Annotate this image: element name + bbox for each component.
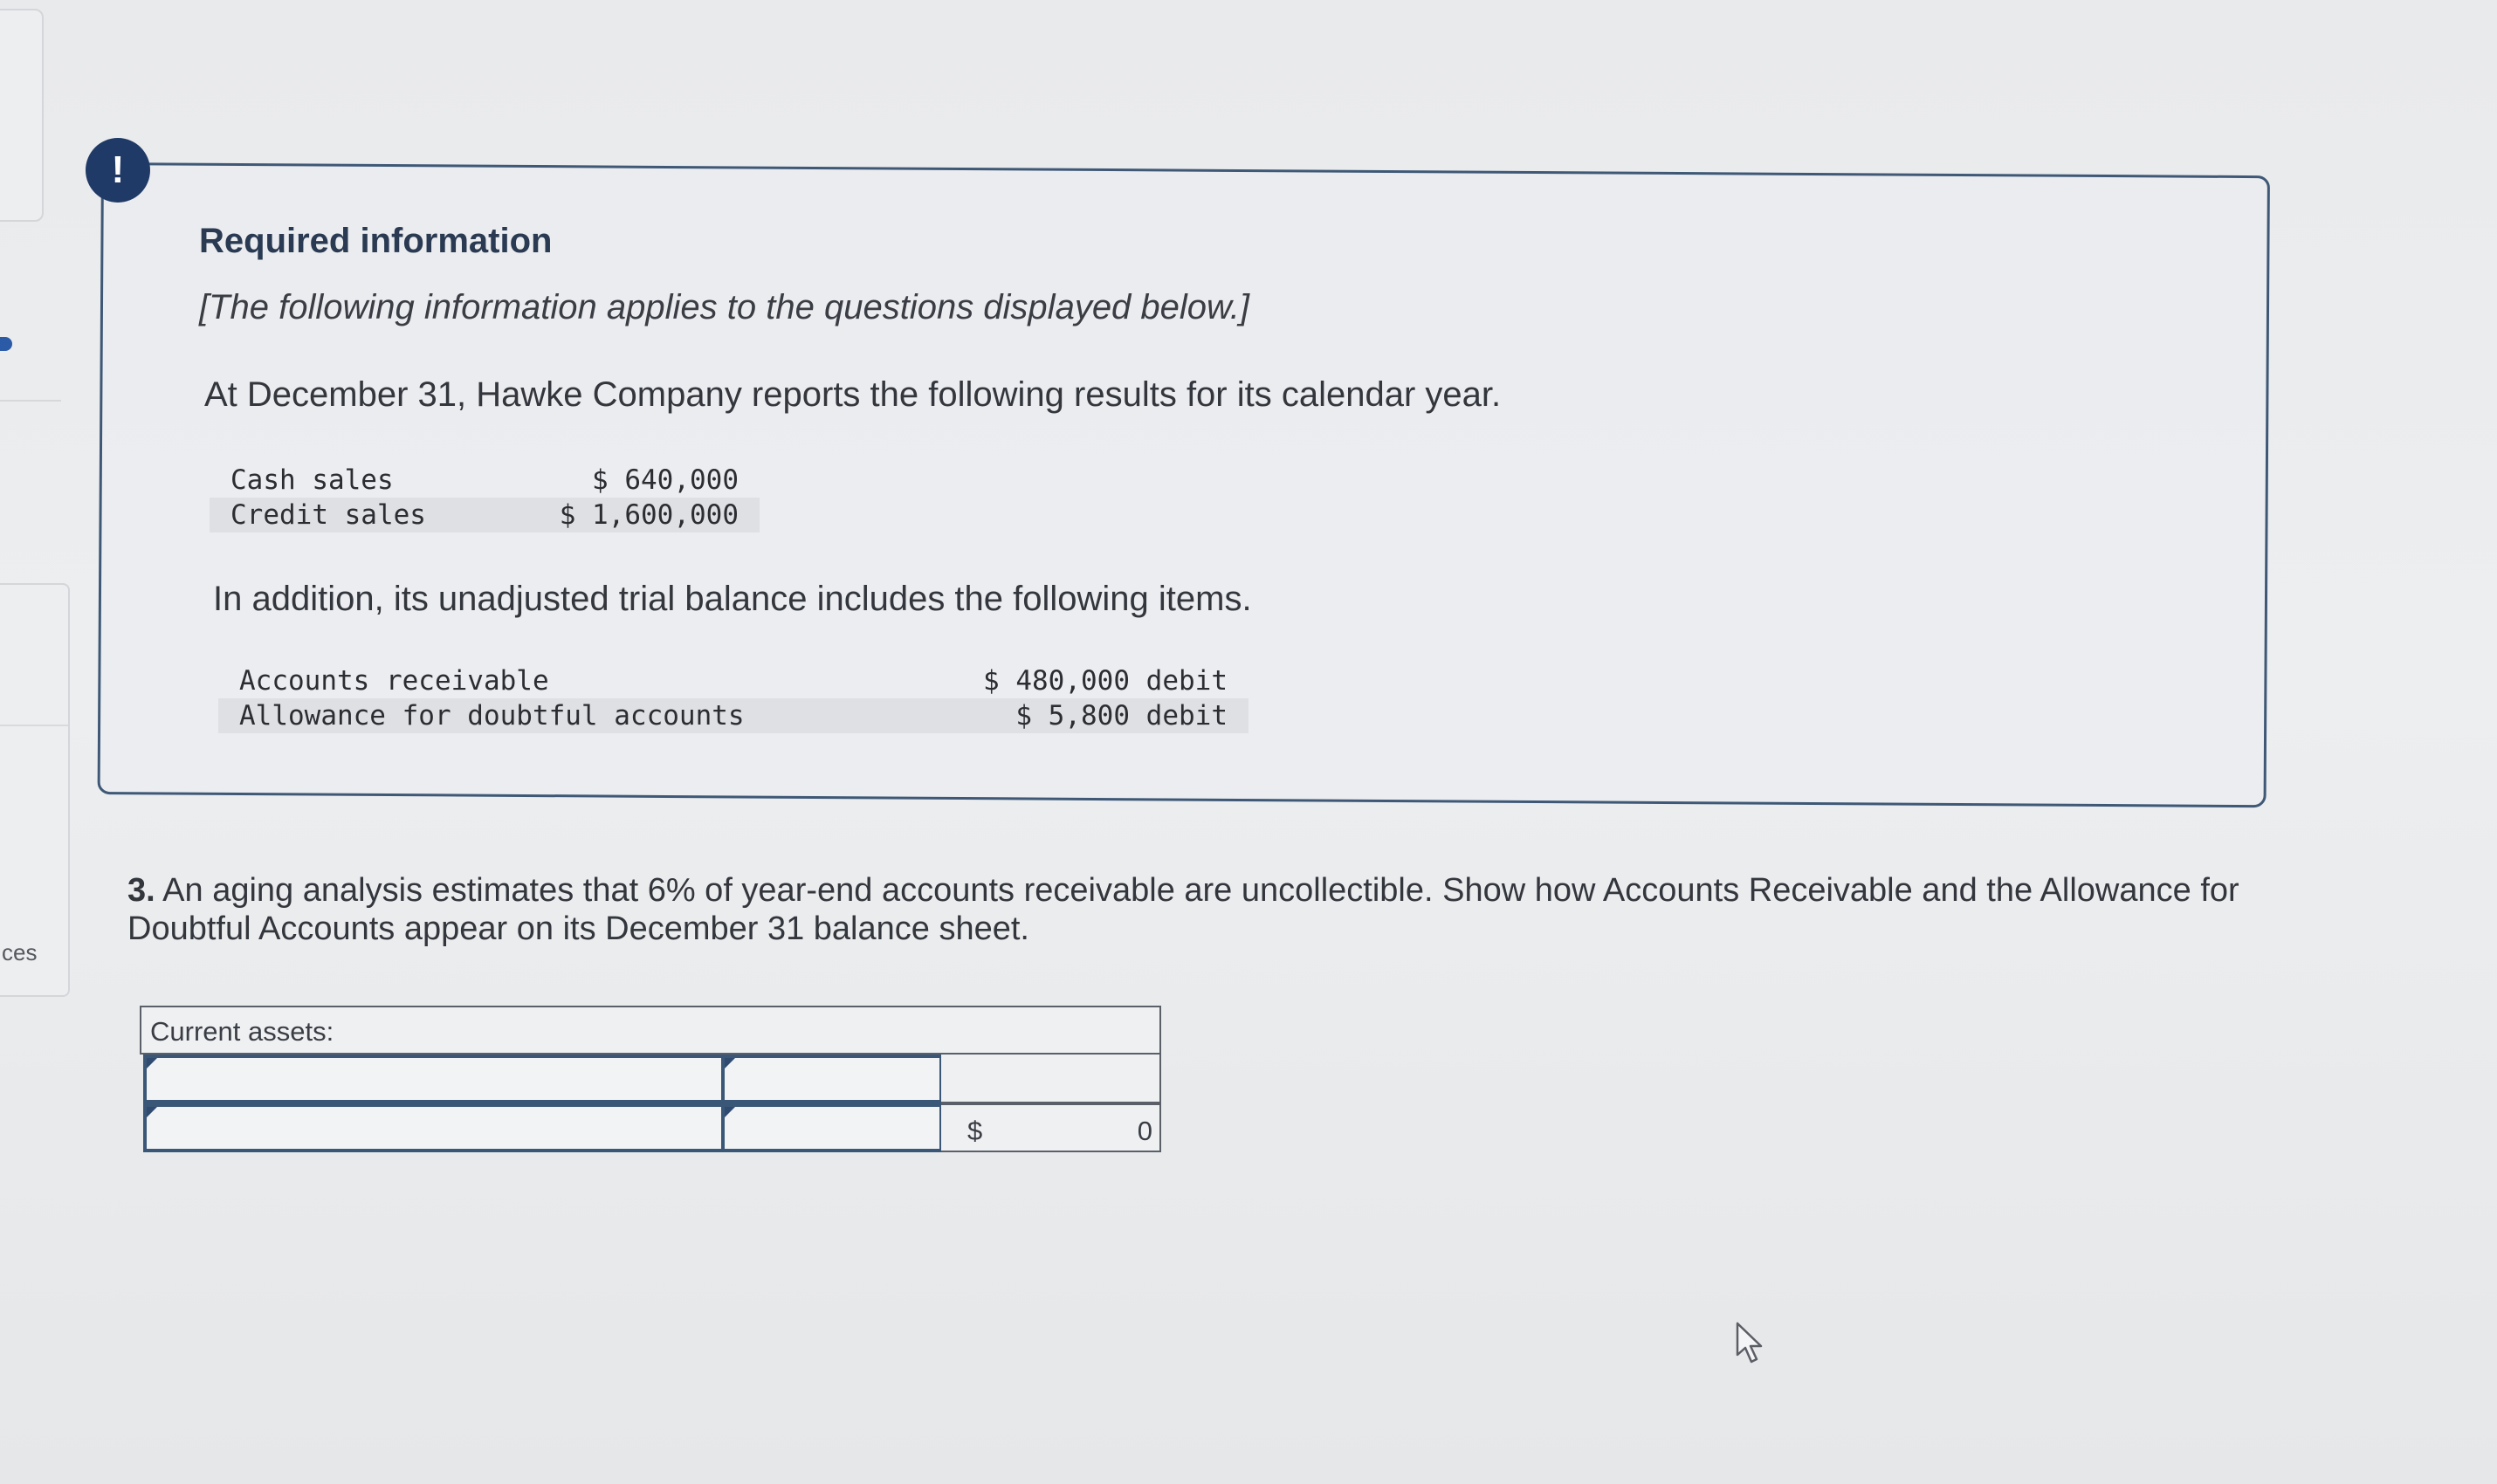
sales-value: $ 1,600,000 (559, 499, 739, 531)
sales-label: Credit sales (230, 499, 426, 531)
trial-row (218, 698, 1248, 733)
sales-label: Cash sales (230, 464, 394, 496)
amount-input[interactable] (721, 1103, 943, 1152)
exclamation-icon: ! (86, 138, 150, 203)
dropdown-marker-icon (147, 1058, 157, 1068)
required-info-subtitle: [The following information applies to the questions displayed below.] (199, 288, 1249, 326)
account-select[interactable] (143, 1055, 725, 1103)
sales-value: $ 640,000 (592, 464, 739, 496)
trial-row (218, 663, 1248, 698)
account-select[interactable] (143, 1103, 725, 1152)
answer-table (140, 1006, 1163, 1156)
dropdown-marker-icon (725, 1058, 735, 1068)
answer-row (140, 1055, 1161, 1103)
sales-row (210, 463, 760, 498)
dropdown-marker-icon (725, 1107, 735, 1117)
trial-value: $ 480,000 debit (983, 665, 1228, 697)
sidebar-label[interactable]: ces (2, 939, 38, 965)
sales-row (210, 498, 760, 532)
total-cell (941, 1055, 1161, 1103)
total-cell (941, 1103, 1161, 1152)
trial-value: $ 5,800 debit (1015, 700, 1228, 732)
dropdown-marker-icon (147, 1107, 157, 1117)
total-value: 0 (1137, 1116, 1152, 1146)
trial-label: Accounts receivable (239, 665, 549, 697)
sidebar-panel-divider (0, 725, 68, 726)
answer-header-label: Current assets: (150, 1016, 334, 1047)
sidebar-panel-top[interactable] (0, 9, 44, 222)
question-body: An aging analysis estimates that 6% of year-end accounts receivable are uncollectible. Show how Accounts Receivable and the Allowance for Doubtful Accounts appear on its December 31 balance sheet. (127, 872, 2239, 947)
left-sidebar (0, 0, 52, 1484)
sidebar-panel-bottom[interactable] (0, 583, 70, 997)
question-text (127, 871, 2240, 948)
required-info-title: Required information (199, 222, 553, 260)
trial-balance-intro: In addition, its unadjusted trial balance includes the following items. (213, 580, 1252, 618)
currency-symbol: $ (967, 1116, 983, 1146)
question-number: 3. (127, 872, 155, 909)
amount-input[interactable] (721, 1055, 943, 1103)
trial-label: Allowance for doubtful accounts (239, 700, 745, 732)
sidebar-divider (0, 400, 61, 402)
sidebar-indicator (0, 337, 12, 351)
answer-row (140, 1103, 1161, 1152)
answer-header (140, 1006, 1161, 1055)
mouse-cursor-icon (1734, 1322, 1769, 1365)
intro-text: At December 31, Hawke Company reports the following results for its calendar year. (204, 375, 1502, 414)
